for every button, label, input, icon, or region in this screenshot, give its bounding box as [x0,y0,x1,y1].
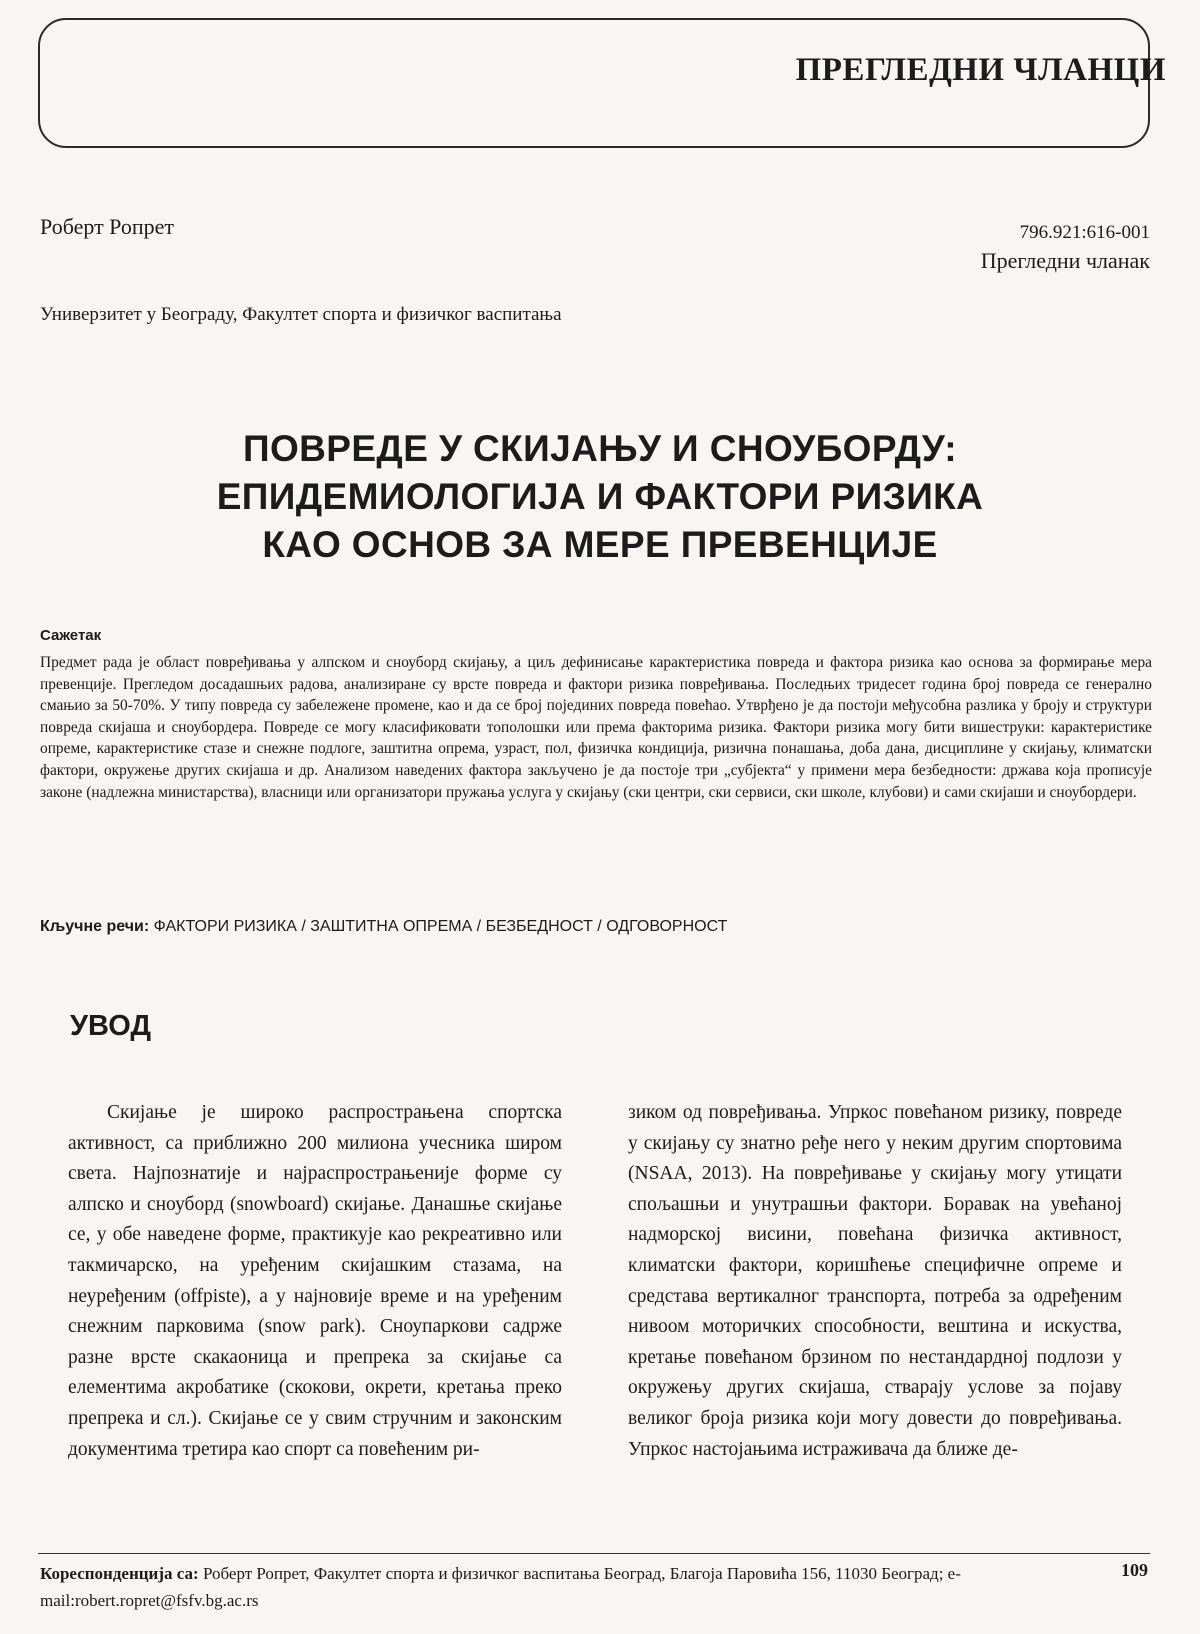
abstract-text: Предмет рада је област повређивања у алпском и сноуборд скијању, а циљ дефинисање карактеристика повреда и фактора ризика као основа за формирање мера превенције. Прегледом досадашњих радова, анализиране су врсте повреда и фактори ризика повређивања. Последњих тридесет година број повреда се генерално смањио за 50-70%. У типу повреда су забележене промене, као и да се број појединих повреда повећао. Утврђено је да постоји међусобна разлика у броју и структури повреда скијаша и сноубордера. Повреде се могу класификовати тополошки или према факторима ризика. Фактори ризика могу бити вишеструки: карактеристике опреме, карактеристике стазе и снежне подлоге, заштитна опрема, узраст, пол, физичка кондиција, ризична понашања, доба дана, дисциплине у скијању, климатски фактори, окружење других скијаша и др. Анализом наведених фактора закључено је да постоје три „субјекта“ у примени мера безбедности: држава која прописује законе (надлежна министарства), власници или организатори пружања услуга у скијању (ски центри, ски сервиси, ски школе, клубови) и сами скијаши и сноубордери. [40,654,1152,801]
intro-left-column: Скијање је широко распрострањена спортска активност, са приближно 200 милиона учесника широм света. Најпознатије и најраспрострањеније форме су алпско и сноуборд (snowboard) скијање. Данашње скијање се, у обе наведене форме, практикује као рекреативно или такмичарско, на уређеним скијашким стазама, на неуређеним (offpiste), а у најновије време и на уређеним снежним парковима (snow park). Сноупаркови садрже разне врсте скакаоница и препрека за скијање са елементима акробатике (скокови, окрети, кретања преко препрека и сл.). Скијање се у свим стручним и законским документима третира као спорт са повећеним ри- [68,1102,562,1460]
correspondence-text: Роберт Ропрет, Факултет спорта и физичког васпитања Београд, Благоја Паровића 156, 11030 Београд; e-mail:robert.ropret@fsfv.bg.ac.rs [40,1564,961,1610]
author-name: Роберт Ропрет [40,214,175,239]
intro-heading: УВОД [70,1010,152,1042]
article-type: Прегледни чланак [980,248,1150,273]
intro-right-column: зиком од повређивања. Упркос повећаном ризику, повреде у скијању су знатно ређе него у неким другим спортовима (NSAA, 2013). На повређивање у скијању могу утицати спољашњи и унутрашњи фактори. Боравак на увећаној надморској висини, повећана физичка активност, климатски фактори, коришћење специфичне опреме и средстава вертикалног транспорта, потреба за одређеним нивоом моторичких способности, вештина и искуства, кретање повећаном брзином по нестандардној подлози у окружењу других скијаша, стварају услове за појаву великог броја ризика који могу довести до повређивања. Упркос настојањима истраживача да ближе де- [628,1102,1122,1460]
article-title-line-2: ЕПИДЕМИОЛОГИЈА И ФАКТОРИ РИЗИКА [216,476,984,517]
section-title: ПРЕГЛЕДНИ ЧЛАНЦИ [795,52,1166,88]
keywords-label: Кључне речи: [40,918,150,935]
author-affiliation: Универзитет у Београду, Факултет спорта и физичког васпитања [40,304,562,325]
article-title-line-1: ПОВРЕДЕ У СКИЈАЊУ И СНОУБОРДУ: [242,428,957,469]
page-number: 109 [1121,1560,1148,1580]
keywords [40,918,727,936]
udc-code: 796.921:616-001 [1019,222,1150,243]
footnote-divider [38,1553,1150,1554]
correspondence-label: Кореспонденција са: [40,1564,199,1583]
article-title [60,425,1140,569]
article-title-line-3: КАО ОСНОВ ЗА МЕРЕ ПРЕВЕНЦИЈЕ [262,524,938,565]
abstract-heading: Сажетак [40,627,102,644]
keywords-text: ФАКТОРИ РИЗИКА / ЗАШТИТНА ОПРЕМА / БЕЗБЕДНОСТ / ОДГОВОРНОСТ [153,918,728,935]
correspondence-footnote [40,1560,1080,1614]
